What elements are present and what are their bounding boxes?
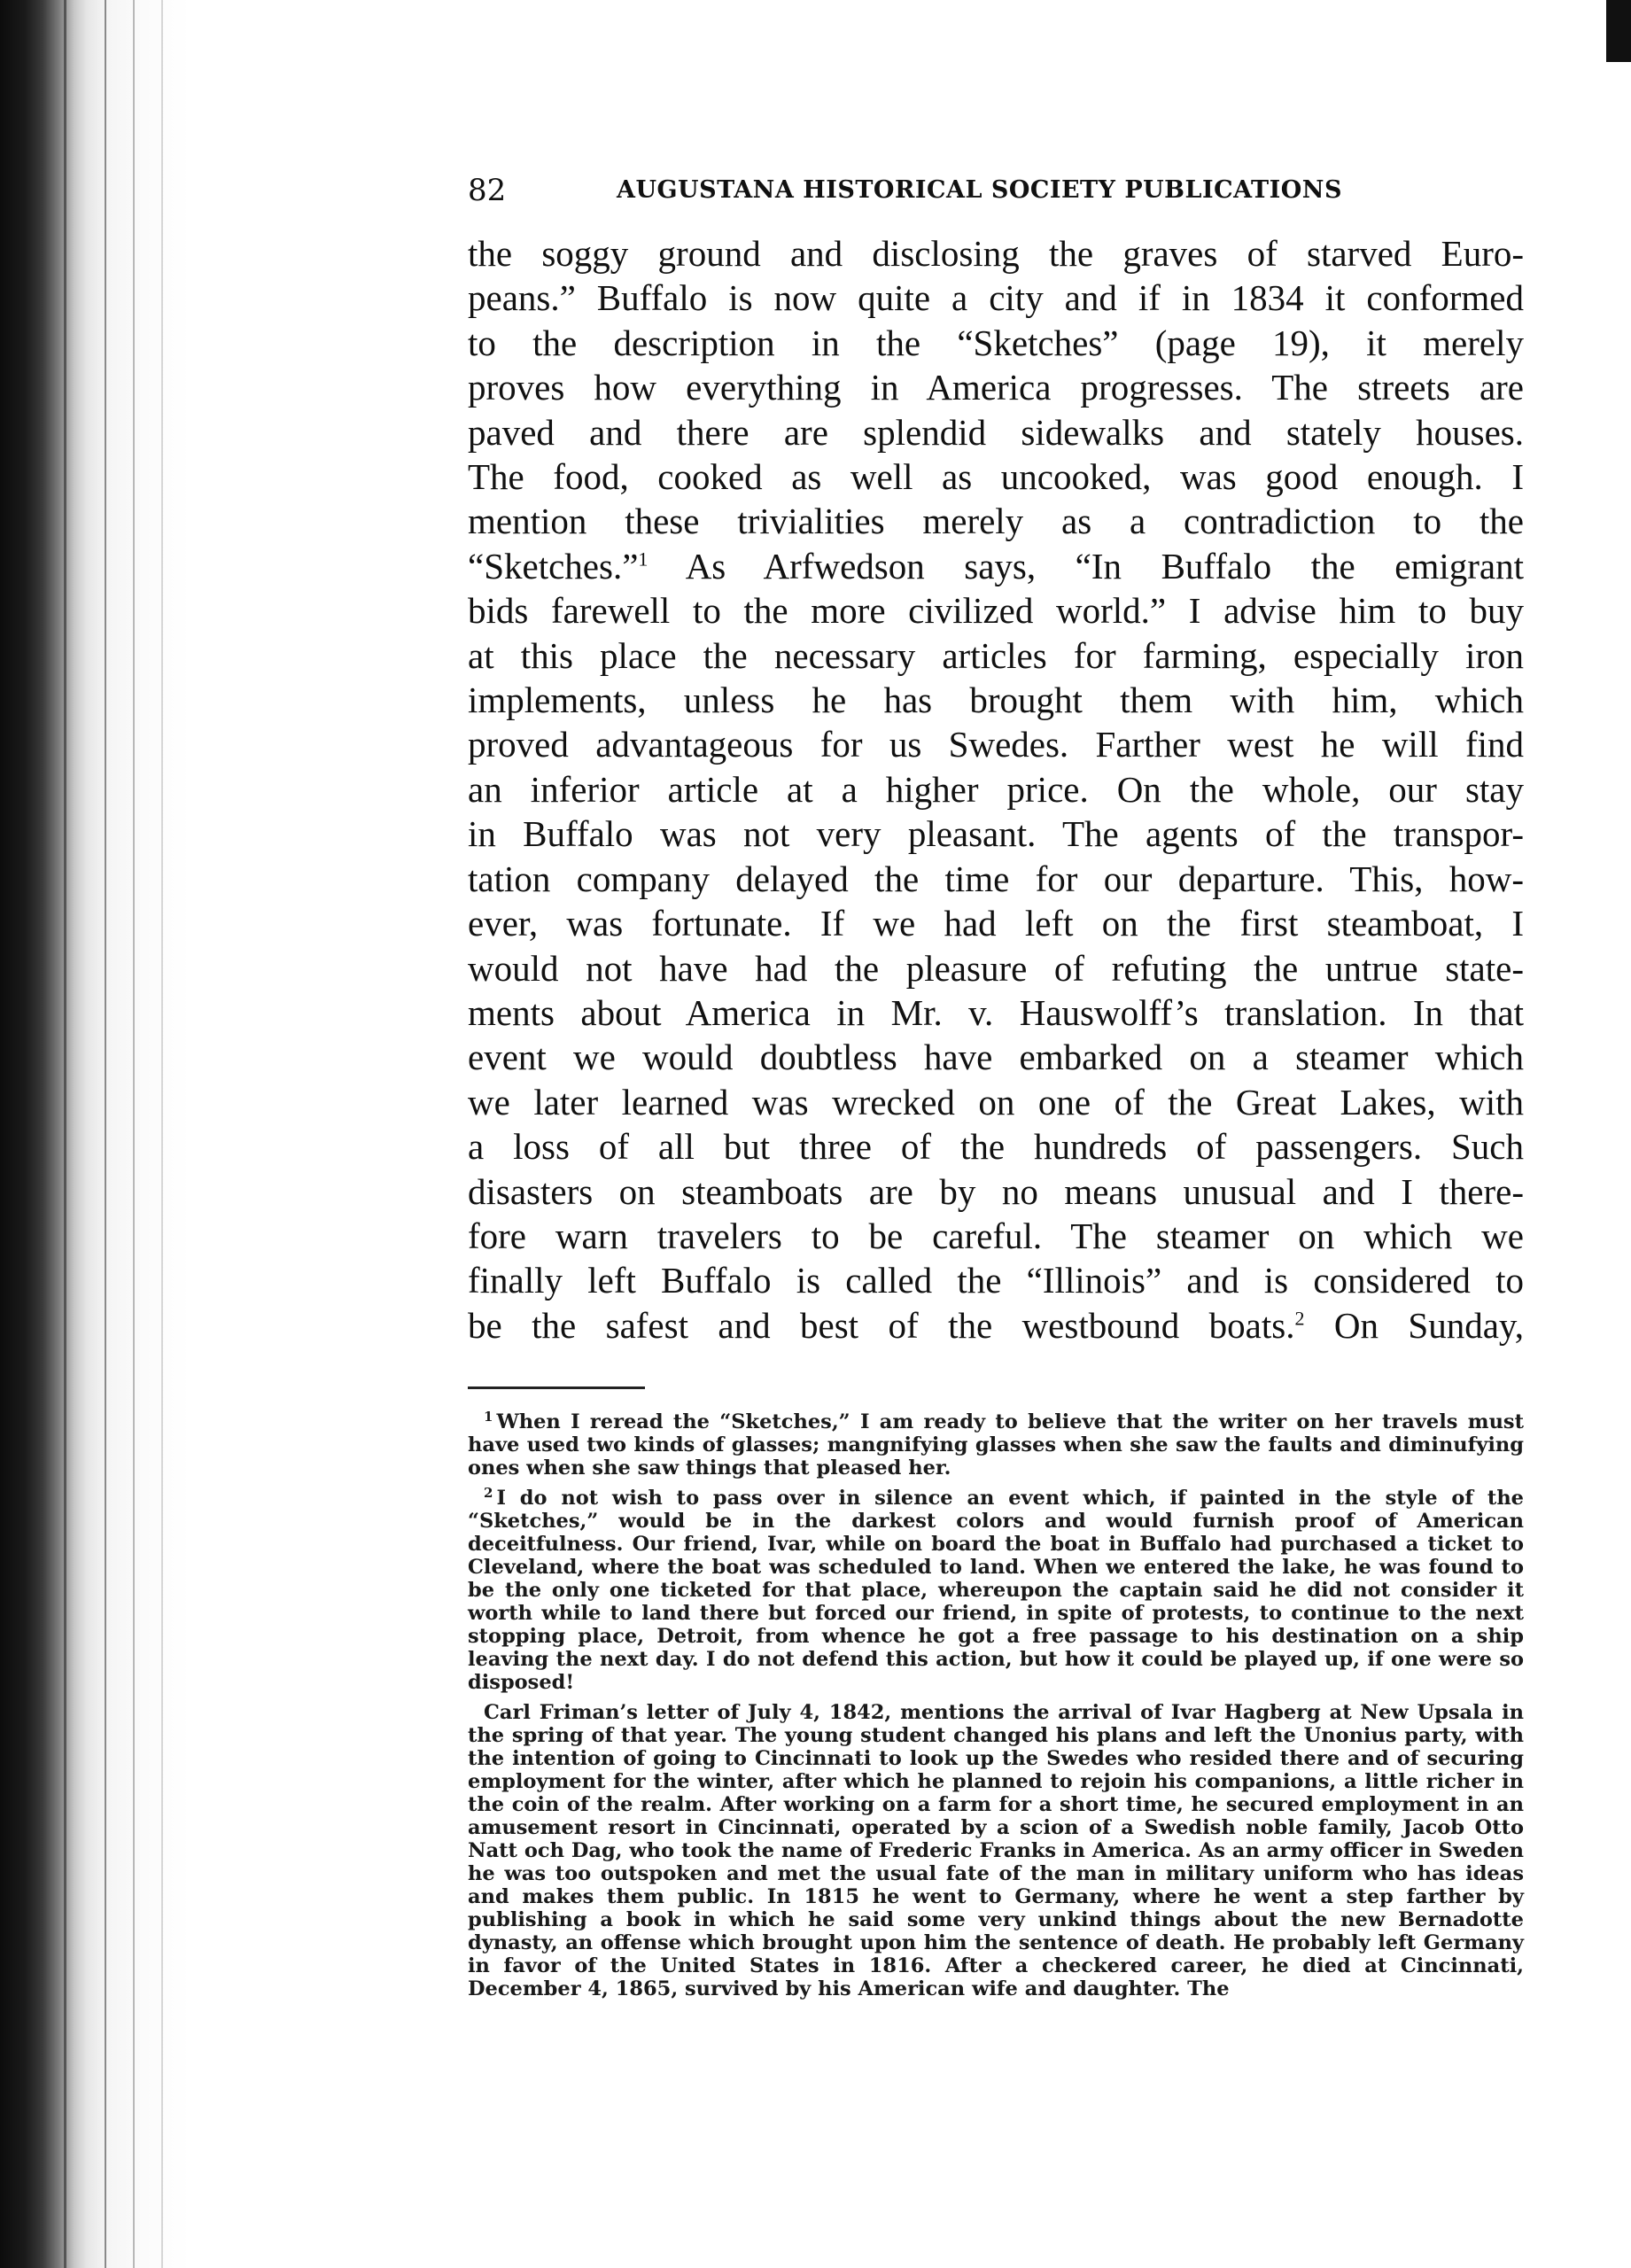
footnote-1 (468, 1410, 1524, 1480)
body-line: ments about America in Mr. v. Hauswolff’s translation. In that (468, 991, 1524, 1033)
gutter-page-edge (133, 0, 135, 2268)
footnote-2 (468, 1484, 1524, 1695)
footnote-mark: 2 (484, 1484, 493, 1501)
body-line: in Buffalo was not very pleasant. The agents of the transpor- (468, 813, 1524, 855)
body-line: proved advantageous for us Swedes. Farther west he will find (468, 724, 1524, 765)
body-line: tation company delayed the time for our departure. This, how- (468, 858, 1524, 899)
body-line: fore warn travelers to be careful. The steamer on which we (468, 1215, 1524, 1256)
body-line: an inferior article at a higher price. On the whole, our stay (468, 768, 1524, 810)
gutter-page-edge (161, 0, 163, 2268)
body-line-part: As Arfwedson says, “In Buffalo the emigrant (685, 545, 1524, 586)
body-line: ever, was fortunate. If we had left on the first steamboat, I (468, 903, 1524, 944)
gutter-page-edge (105, 0, 106, 2268)
footnote-mark: 1 (484, 1408, 493, 1425)
footnote-2-continuation: Carl Friman’s letter of July 4, 1842, mentions the arrival of Ivar Hagberg at New Upsala in the spring of that year. The young student changed his plans and left the Unonius party, with the intention of going to Cincinnati to look up the Swedes who resided there and of securing employment for the winter, after which he planned to rejoin his companions, a little richer in the coin of the realm. After working on a farm for a short time, he secured employment in an amusement resort in Cincinnati, operated by a scion of a Swedish noble family, Jacob Otto Natt och Dag, who took the name of Frederic Franks in America. As an army officer in Sweden he was too outspoken and met the usual fate of the man in military uniform who has ideas and makes them public. In 1815 he went to Germany, where he went a step farther by publishing a book in which he said some very unkind things about the new Bernadotte dynasty, an offense which brought upon him the sentence of death. He probably left Germany in favor of the United States in 1816. After a checkered career, he died at Cincinnati, December 4, 1865, survived by his American wife and daughter. The (468, 1701, 1524, 2001)
body-line: implements, unless he has brought them with him, which (468, 680, 1524, 721)
body-line-part: On Sunday, (1333, 1304, 1524, 1346)
body-line: event we would doubtless have embarked on a steamer which (468, 1037, 1524, 1078)
book-gutter (0, 0, 190, 2268)
body-line: finally left Buffalo is called the “Illinois” and is considered to (468, 1260, 1524, 1301)
body-line: to the description in the “Sketches” (page 19), it merely (468, 322, 1524, 363)
footnote-ref-2: 2 (1294, 1307, 1305, 1330)
body-line-part: be the safest and best of the westbound boats. (468, 1304, 1295, 1346)
body-line-with-footnote-ref (468, 1303, 1524, 1348)
body-line: a loss of all but three of the hundreds of passengers. Such (468, 1126, 1524, 1168)
book-page (468, 173, 1524, 2008)
body-line: the soggy ground and disclosing the graves of starved Euro- (468, 233, 1524, 274)
body-line: at this place the necessary articles for farming, especially iron (468, 634, 1524, 676)
body-line: disasters on steamboats are by no means unusual and I there- (468, 1170, 1524, 1212)
body-line: mention these trivialities merely as a contradiction to the (468, 501, 1524, 542)
body-line-part: “Sketches.” (468, 545, 639, 586)
page-number: 82 (468, 173, 507, 208)
footnote-text: I do not wish to pass over in silence an event which, if painted in the style of the “Sketches,” would be in the darkest colors and would furnish proof of American deceitfulness. Our friend, Ivar, while on board the boat in Buffalo had purchased a ticket to Cleveland, where the boat was scheduled to land. When we entered the lake, he was found to be the only one ticketed for that place, whereupon the captain said he did not consider it worth while to land there but forced our friend, in spite of protests, to continue to the next stopping place, Detroit, from whence he got a free passage to his destination on a ship leaving the next day. I do not defend this action, but how it could be played up, if one were so disposed! (468, 1487, 1524, 1695)
body-line: bids farewell to the more civilized world.” I advise him to buy (468, 590, 1524, 632)
body-line: would not have had the pleasure of refuting the untrue state- (468, 947, 1524, 989)
gutter-page-edge (64, 0, 66, 2268)
body-line: paved and there are splendid sidewalks and stately houses. (468, 411, 1524, 453)
footnote-rule (468, 1386, 645, 1389)
running-head (468, 173, 1524, 212)
body-line: peans.” Buffalo is now quite a city and if in 1834 it conformed (468, 277, 1524, 319)
body-line: The food, cooked as well as uncooked, was good enough. I (468, 456, 1524, 498)
footnotes (468, 1410, 1524, 2000)
body-text (468, 231, 1524, 1348)
scan-corner-shadow (1606, 0, 1631, 62)
body-line: proves how everything in America progresses. The streets are (468, 367, 1524, 408)
footnote-ref-1: 1 (638, 548, 649, 571)
footnote-text: When I reread the “Sketches,” I am ready to believe that the writer on her travels must have used two kinds of glasses; mangnifying glasses when she saw the faults and diminufying ones when she saw things that pleased her. (468, 1410, 1524, 1480)
body-line-with-footnote-ref (468, 544, 1524, 588)
running-title: AUGUSTANA HISTORICAL SOCIETY PUBLICATIONS (617, 176, 1342, 204)
body-line: we later learned was wrecked on one of the Great Lakes, with (468, 1081, 1524, 1122)
